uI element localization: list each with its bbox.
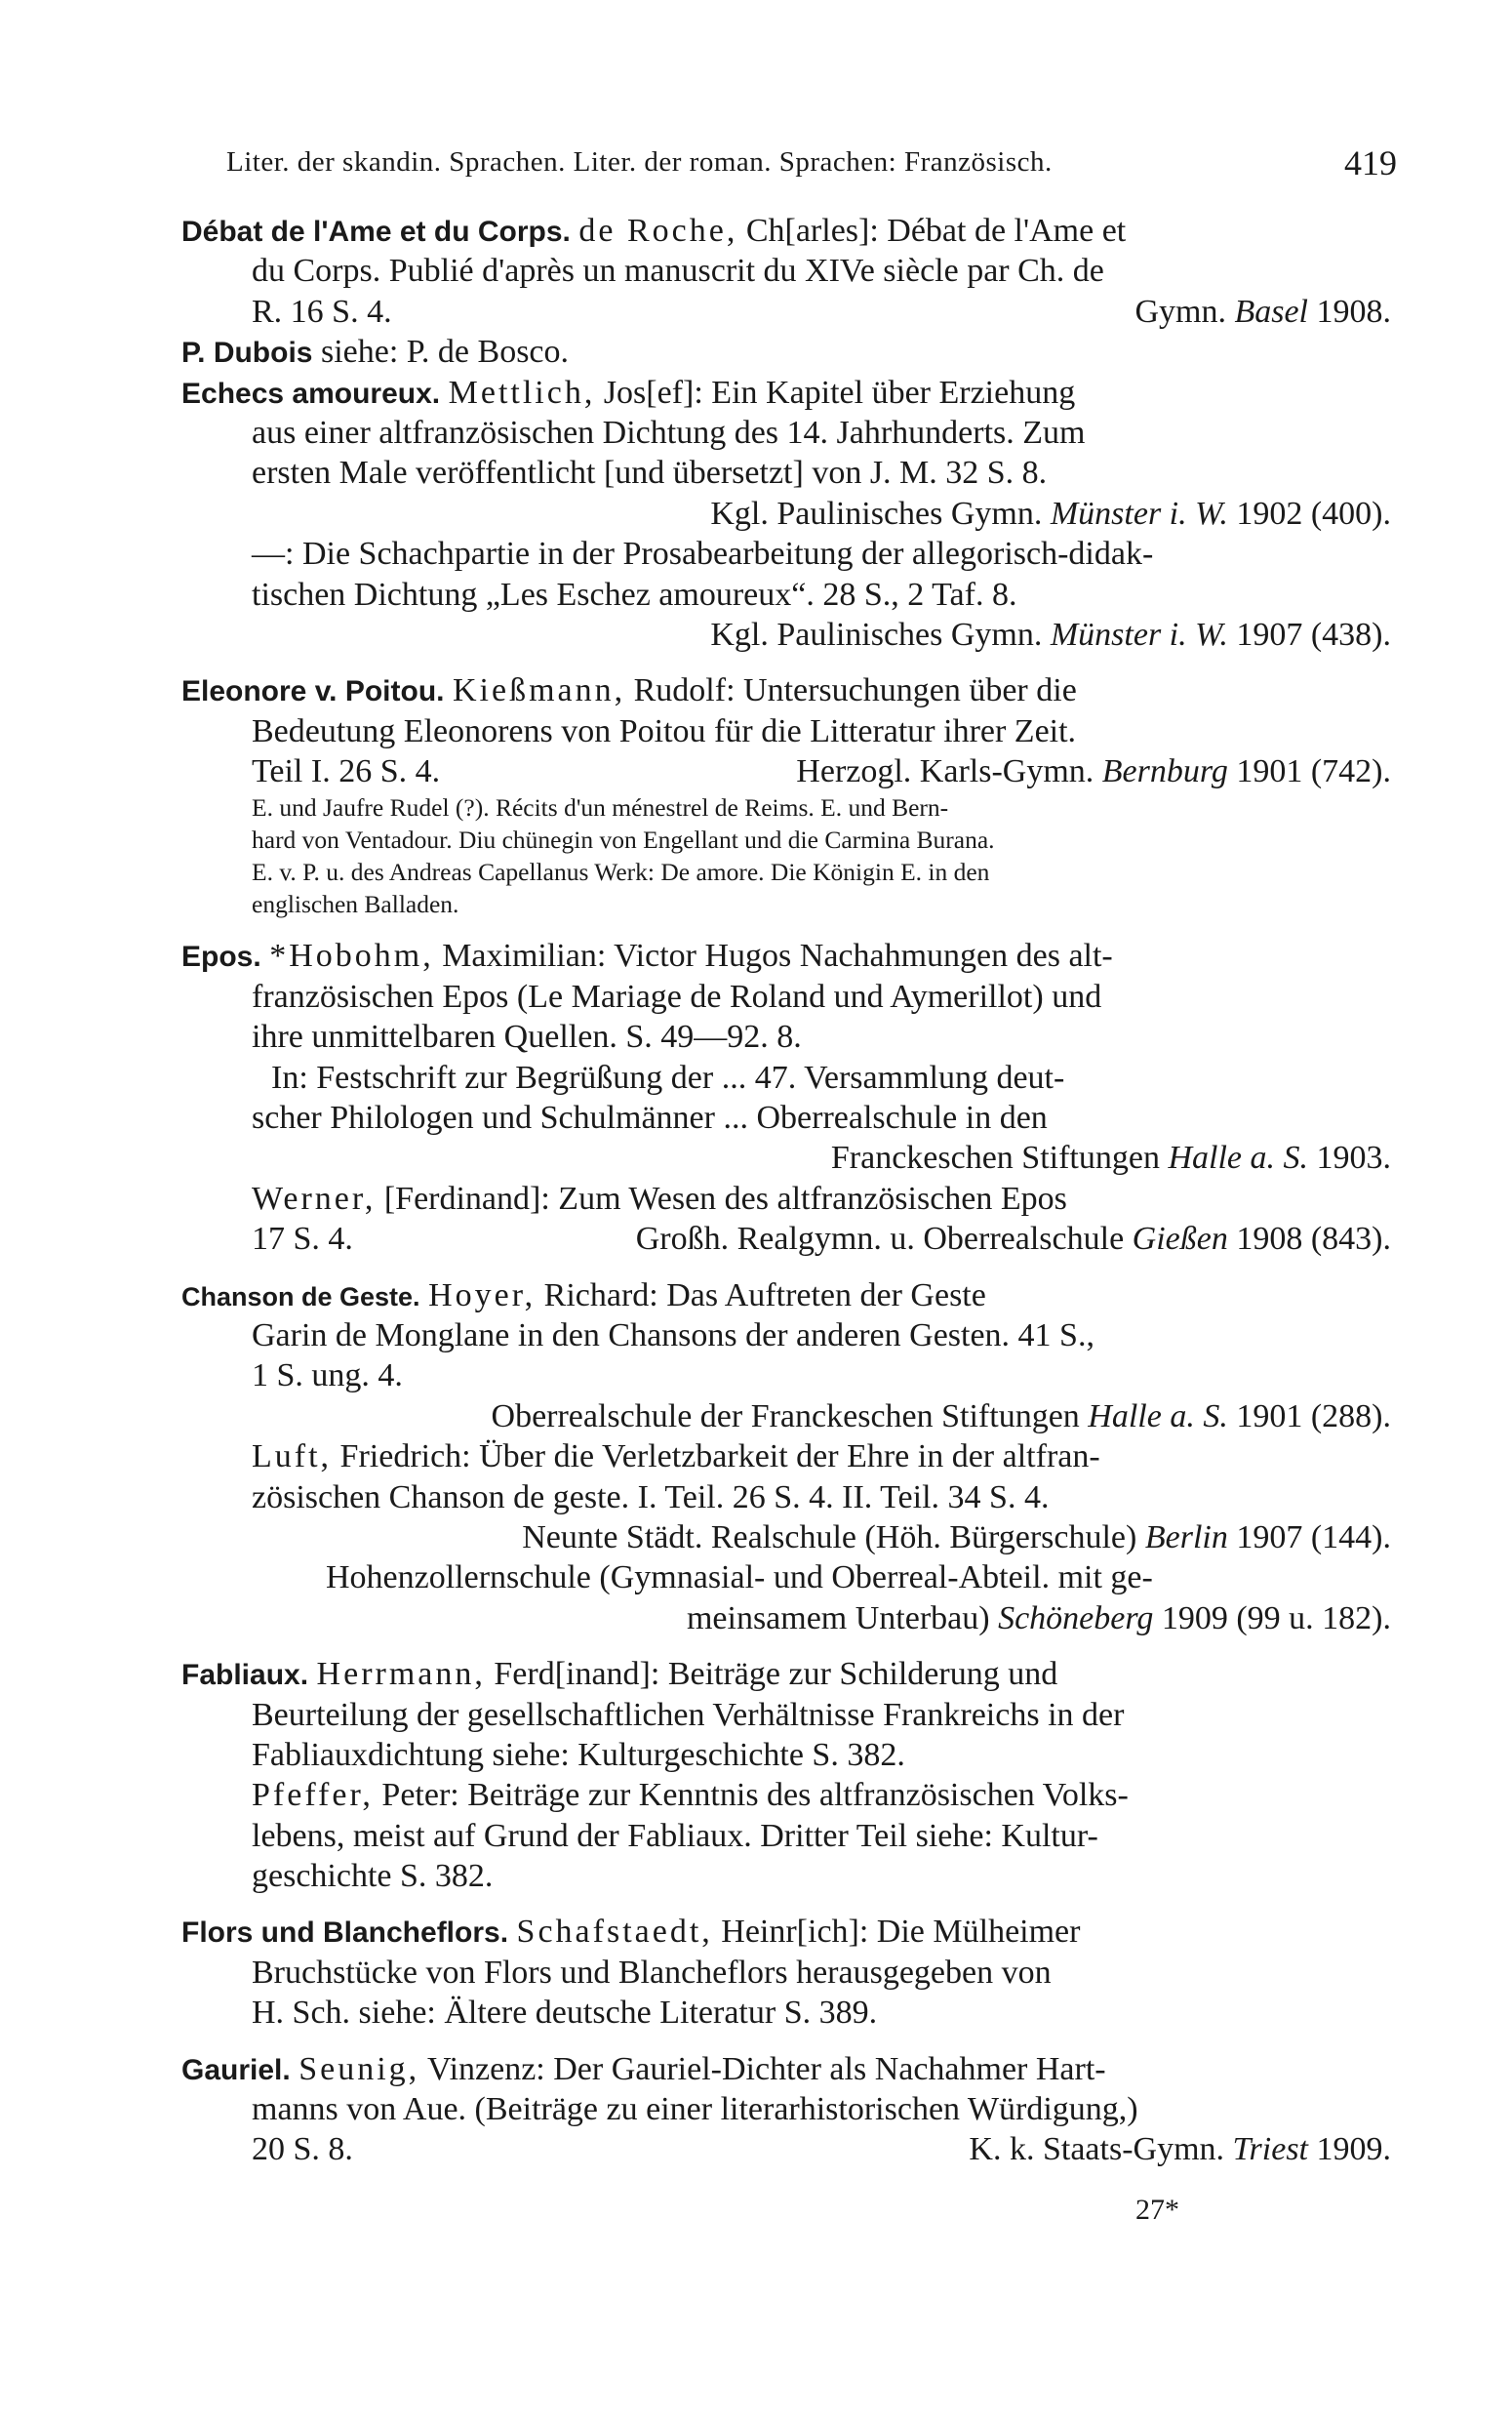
- entry-line: —: Die Schachpartie in der Prosabearbeitung der allegorisch-didak-: [252, 536, 1154, 573]
- author-name: Schafstaedt,: [516, 1914, 713, 1951]
- author-name: Seunig,: [298, 2050, 420, 2087]
- entry-heading: Eleonore v. Poitou.: [181, 675, 445, 708]
- running-head-text: Liter. der skandin. Sprachen. Liter. der roman. Sprachen: Französisch.: [226, 146, 1053, 178]
- entry-line: tischen Dichtung „Les Eschez amoureux“. 28 S., 2 Taf. 8.: [252, 576, 1017, 613]
- author-name: de Roche,: [578, 213, 738, 249]
- entry-debat: [181, 211, 1391, 332]
- entry-dubois: [181, 332, 1391, 372]
- publication-info: Gymn. Basel 1908.: [1134, 293, 1391, 330]
- entry-eleonore: [181, 670, 1391, 920]
- author-name: Mettlich,: [448, 374, 596, 411]
- entry-chanson-de-geste: [181, 1275, 1391, 1639]
- entry-line: manns von Aue. (Beiträge zu einer literarhistorischen Würdigung,): [252, 2091, 1138, 2128]
- entry-line: Pfeffer, Peter: Beiträge zur Kenntnis des altfranzösischen Volks-: [252, 1777, 1129, 1814]
- entry-heading: Gauriel.: [181, 2053, 291, 2086]
- entry-line: P. Dubois siehe: P. de Bosco.: [181, 334, 570, 371]
- note-line: E. und Jaufre Rudel (?). Récits d'un ménestrel de Reims. E. und Bern-: [252, 793, 949, 823]
- entry-line: Garin de Monglane in den Chansons der anderen Gesten. 41 S.,: [252, 1316, 1094, 1353]
- entry-line: Fabliaux. Herrmann, Ferd[inand]: Beiträge zur Schilderung und: [181, 1656, 1058, 1693]
- entry-line: aus einer altfranzösischen Dichtung des 14. Jahrhunderts. Zum: [252, 414, 1086, 451]
- entry-line: 1 S. ung. 4.: [252, 1357, 403, 1394]
- entry-echecs: [181, 373, 1391, 656]
- entry-line: scher Philologen und Schulmänner ... Oberrealschule in den: [252, 1100, 1048, 1137]
- entry-line: lebens, meist auf Grund der Fabliaux. Dritter Teil siehe: Kultur-: [252, 1817, 1098, 1854]
- entry-line: [181, 1138, 1391, 1178]
- entry-line: Luft, Friedrich: Über die Verletzbarkeit der Ehre in der altfran-: [252, 1438, 1100, 1475]
- author-name: Kießmann,: [452, 672, 626, 709]
- publication-info: meinsamem Unterbau) Schöneberg 1909 (99 u. 182).: [686, 1599, 1391, 1636]
- entry-line: Teil I. 26 S. 4. Herzogl. Karls-Gymn. Bernburg 1901 (742).: [181, 751, 1391, 791]
- entry-fabliaux: [181, 1654, 1391, 1896]
- entry-flors: [181, 1912, 1391, 2033]
- entry-line: Hohenzollernschule (Gymnasial- und Oberreal-Abteil. mit ge-: [326, 1559, 1153, 1596]
- author-name: *Hobohm,: [269, 938, 434, 975]
- entry-line: [181, 1598, 1391, 1638]
- entry-heading: Echecs amoureux.: [181, 377, 441, 410]
- entry-gauriel: [181, 2049, 1391, 2170]
- entry-line: [181, 494, 1391, 534]
- publication-info: Herzogl. Karls-Gymn. Bernburg 1901 (742).: [796, 753, 1391, 790]
- entry-heading: Epos.: [181, 941, 261, 974]
- entry-line: Flors und Blancheflors. Schafstaedt, Heinr[ich]: Die Mülheimer: [181, 1914, 1081, 1951]
- entry-line: du Corps. Publié d'après un manuscrit du XIVe siècle par Ch. de: [252, 253, 1104, 290]
- entry-line: Gauriel. Seunig, Vinzenz: Der Gauriel-Dichter als Nachahmer Hart-: [181, 2050, 1106, 2087]
- entry-line: Epos. *Hobohm, Maximilian: Victor Hugos Nachahmungen des alt-: [181, 938, 1113, 975]
- entry-line: ihre unmittelbaren Quellen. S. 49—92. 8.: [252, 1019, 802, 1056]
- publication-info: Franckeschen Stiftungen Halle a. S. 1903.: [830, 1140, 1391, 1177]
- entry-line: Eleonore v. Poitou. Kießmann, Rudolf: Untersuchungen über die: [181, 672, 1077, 709]
- author-name: Hoyer,: [428, 1276, 537, 1313]
- note-line: englischen Balladen.: [252, 890, 459, 919]
- entry-line: zösischen Chanson de geste. I. Teil. 26 S. 4. II. Teil. 34 S. 4.: [252, 1478, 1050, 1515]
- author-name: Werner,: [252, 1180, 377, 1217]
- entry-line: [181, 1396, 1391, 1436]
- entry-line: Bedeutung Eleonorens von Poitou für die Litteratur ihrer Zeit.: [252, 712, 1077, 749]
- entry-heading: P. Dubois: [181, 337, 313, 370]
- entry-line: Chanson de Geste. Hoyer, Richard: Das Auftreten der Geste: [181, 1276, 986, 1313]
- author-name: Herrmann,: [316, 1656, 486, 1693]
- publication-info: K. k. Staats-Gymn. Triest 1909.: [969, 2131, 1391, 2168]
- entry-line: R. 16 S. 4. Gymn. Basel 1908.: [181, 292, 1391, 332]
- entry-heading: Chanson de Geste.: [181, 1281, 420, 1311]
- entry-line: Fabliauxdichtung siehe: Kulturgeschichte S. 382.: [252, 1736, 905, 1773]
- entry-heading: Fabliaux.: [181, 1659, 309, 1692]
- entry-line: französischen Epos (Le Mariage de Roland und Aymerillot) und: [252, 978, 1102, 1015]
- publication-info: Oberrealschule der Franckeschen Stiftungen Halle a. S. 1901 (288).: [491, 1397, 1391, 1434]
- entry-line: 20 S. 8. K. k. Staats-Gymn. Triest 1909.: [181, 2129, 1391, 2169]
- entry-line: Beurteilung der gesellschaftlichen Verhältnisse Frankreichs in der: [252, 1696, 1125, 1733]
- author-name: Luft,: [252, 1438, 333, 1475]
- note-line: hard von Ventadour. Diu chünegin von Engellant und die Carmina Burana.: [252, 826, 995, 855]
- entry-heading: Débat de l'Ame et du Corps.: [181, 216, 571, 248]
- entry-line: [181, 615, 1391, 655]
- entry-line: [181, 1517, 1391, 1557]
- entry-line: ersten Male veröffentlicht [und übersetzt] von J. M. 32 S. 8.: [252, 455, 1048, 492]
- page-number: 419: [1344, 143, 1397, 182]
- entry-line: H. Sch. siehe: Ältere deutsche Literatur S. 389.: [252, 1995, 878, 2032]
- entry-line: 17 S. 4. Großh. Realgymn. u. Oberrealschule Gießen 1908 (843).: [181, 1219, 1391, 1259]
- publication-info: Kgl. Paulinisches Gymn. Münster i. W. 1907 (438).: [710, 616, 1391, 653]
- entry-line: Werner, [Ferdinand]: Zum Wesen des altfranzösischen Epos: [252, 1180, 1067, 1217]
- entry-line: In: Festschrift zur Begrüßung der ... 47. Versammlung deut-: [271, 1059, 1065, 1096]
- publication-info: Kgl. Paulinisches Gymn. Münster i. W. 1902 (400).: [710, 495, 1391, 532]
- publication-info: Neunte Städt. Realschule (Höh. Bürgerschule) Berlin 1907 (144).: [522, 1518, 1391, 1555]
- entry-line: Bruchstücke von Flors und Blancheflors herausgegeben von: [252, 1954, 1052, 1991]
- author-name: Pfeffer,: [252, 1777, 374, 1814]
- note-line: E. v. P. u. des Andreas Capellanus Werk: De amore. Die Königin E. in den: [252, 858, 990, 887]
- entry-line: Débat de l'Ame et du Corps. de Roche, Ch[arles]: Débat de l'Ame et: [181, 213, 1127, 249]
- entry-line: geschichte S. 382.: [252, 1858, 494, 1895]
- bibliography-body: [181, 211, 1391, 2170]
- entry-epos: [181, 936, 1391, 1259]
- printer-signature: 27*: [1135, 2194, 1179, 2226]
- running-head: [226, 142, 1397, 185]
- entry-line: Echecs amoureux. Mettlich, Jos[ef]: Ein Kapitel über Erziehung: [181, 374, 1076, 411]
- publication-info: Großh. Realgymn. u. Oberrealschule Gießen 1908 (843).: [635, 1221, 1391, 1258]
- entry-heading: Flors und Blancheflors.: [181, 1916, 509, 1950]
